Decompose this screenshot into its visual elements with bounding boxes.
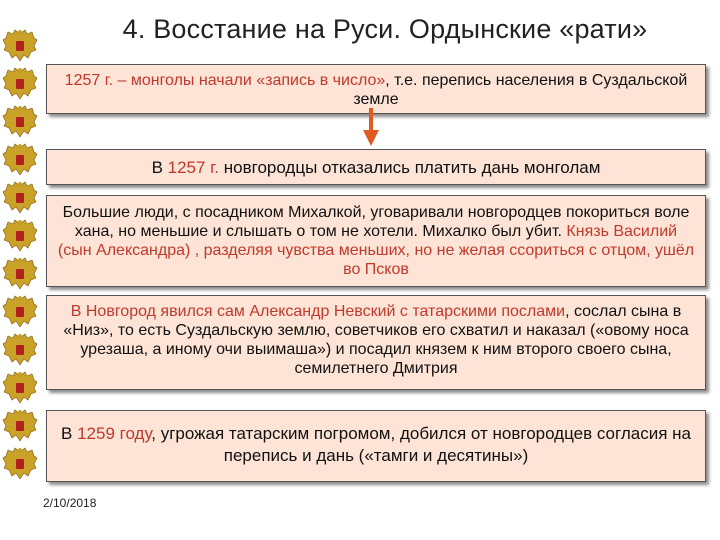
double-headed-eagle-icon [2, 256, 38, 294]
double-headed-eagle-icon [2, 294, 38, 332]
box-refusal-text-b: новгородцы отказались платить дань монголам [219, 158, 601, 177]
emblem-column [2, 28, 40, 508]
double-headed-eagle-icon [2, 370, 38, 408]
double-headed-eagle-icon [2, 28, 38, 66]
box-mikhalko-highlight: Князь Василий (сын Александра) , разделяя чувства меньших, но не желая ссориться с отцом, ушёл во Псков [57, 223, 695, 278]
arrow-down-icon [363, 108, 379, 146]
box-census-1257 [46, 64, 706, 114]
double-headed-eagle-icon [2, 104, 38, 142]
box-1259-text-b: , угрожая татарским погромом, добился от новгородцев согласия на перепись и дань («тамги и десятины») [151, 424, 691, 465]
slide-title: 4. Восстание на Руси. Ордынские «рати» [122, 14, 648, 44]
double-headed-eagle-icon [2, 142, 38, 180]
double-headed-eagle-icon [2, 408, 38, 446]
box-1259-year: 1259 году [77, 424, 152, 443]
box-1259-text-a: В [61, 424, 78, 443]
box-nevsky-text: , сослал сына в «Низ», то есть Суздальскую землю, советчиков его схватил и наказал («овому носа урезаша, а иному очи выимаша») и посадил князем к ним второго своего сына, семилетнего Дмитрия [63, 303, 689, 377]
double-headed-eagle-icon [2, 332, 38, 370]
box-mikhalko-text: Большие люди, с посадником Михалкой, уговаривали новгородцев покориться воле хана, но меньшие и слышать о том не хотели. Михалко был убит. [62, 204, 690, 240]
double-headed-eagle-icon [2, 180, 38, 218]
box-refusal-year: 1257 г. [167, 158, 220, 177]
double-headed-eagle-icon [2, 66, 38, 104]
box-novgorod-refusal [46, 149, 706, 185]
box-census-text: , т.е. перепись населения в Суздальской земле [353, 72, 688, 108]
box-refusal-text-a: В [151, 158, 168, 177]
box-census-highlight: 1257 г. – монголы начали «запись в число» [64, 72, 386, 89]
box-nevsky [46, 295, 706, 390]
box-nevsky-highlight: В Новгород явился сам Александр Невский с татарскими послами [70, 303, 566, 320]
slide-date: 2/10/2018 [43, 496, 97, 510]
double-headed-eagle-icon [2, 446, 38, 484]
box-mikhalko [46, 195, 706, 287]
double-headed-eagle-icon [2, 218, 38, 256]
box-1259 [46, 410, 706, 482]
